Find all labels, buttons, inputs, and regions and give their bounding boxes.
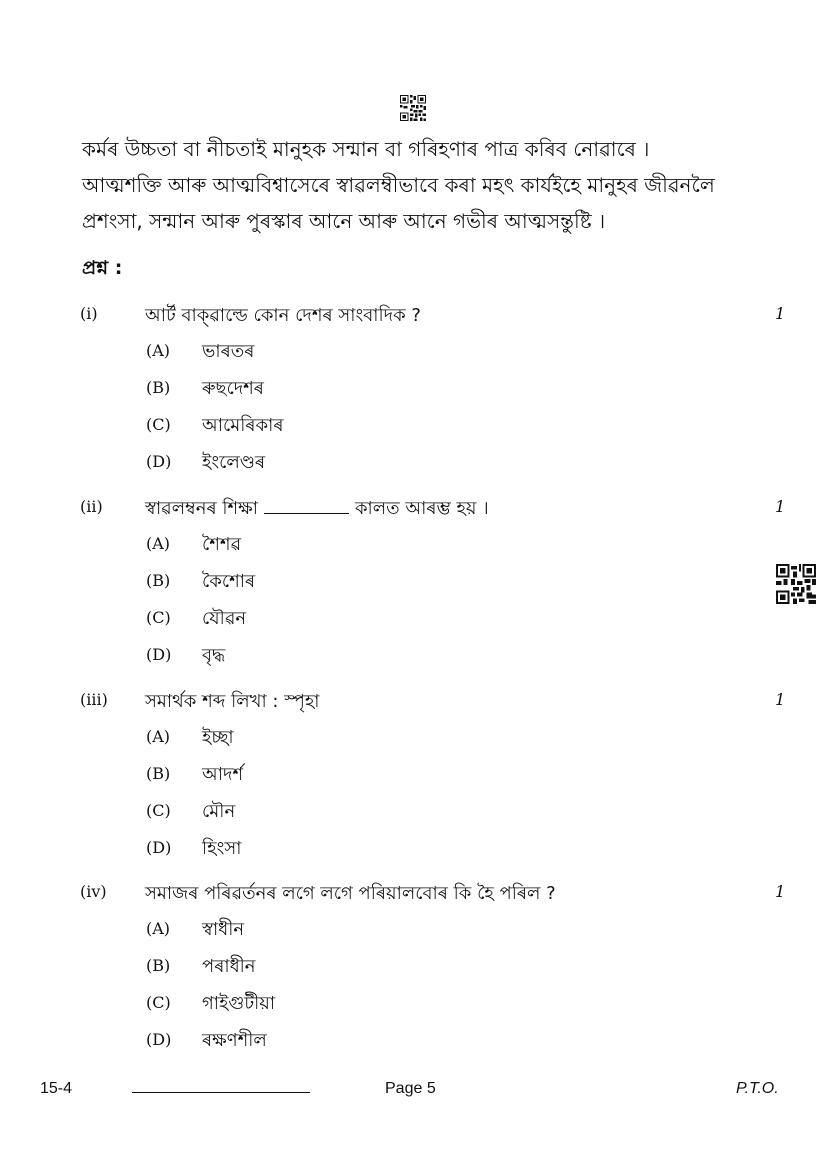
option-label: (A) bbox=[146, 919, 171, 938]
option-label: (D) bbox=[146, 452, 172, 471]
option-label: (B) bbox=[146, 378, 171, 397]
option-text: স্বাধীন bbox=[202, 919, 245, 940]
question-marks: 1 bbox=[775, 882, 786, 901]
question-text: সমাজৰ পৰিৱৰ্তনৰ লগে লগে পৰিয়ালবোৰ কি হৈ পৰিল ? bbox=[145, 883, 556, 904]
option-text: ভাৰতৰ bbox=[202, 341, 255, 362]
option-text: ইংলেণ্ডৰ bbox=[202, 452, 266, 473]
option-label: (D) bbox=[146, 645, 172, 664]
option-label: (B) bbox=[146, 571, 171, 590]
option-text: আমেৰিকাৰ bbox=[202, 415, 284, 436]
passage-line: আত্মশক্তি আৰু আত্মবিশ্বাসেৰে স্বাৱলম্বীভাবে কৰা মহৎ কাৰ্যইহে মানুহৰ জীৱনলৈ bbox=[82, 173, 715, 197]
passage-line: প্ৰশংসা, সন্মান আৰু পুৰস্কাৰ আনে আৰু আনে গভীৰ আত্মসন্তুষ্টি । bbox=[82, 209, 606, 233]
paper-code: 15-4 bbox=[40, 1080, 73, 1097]
question-text: আৰ্ট বাক্‌ৱাল্ডে কোন দেশৰ সাংবাদিক ? bbox=[145, 305, 421, 326]
page-number: Page 5 bbox=[385, 1080, 436, 1097]
please-turn-over: P.T.O. bbox=[736, 1080, 779, 1097]
option-text: শৈশৱ bbox=[202, 534, 242, 555]
option-label: (D) bbox=[146, 1030, 172, 1049]
question-text-after-blank: কালত আৰম্ভ হয় । bbox=[354, 498, 489, 519]
option-text: আদৰ্শ bbox=[202, 764, 244, 785]
option-text: পৰাধীন bbox=[202, 956, 256, 977]
passage bbox=[82, 131, 762, 239]
question-number: (iii) bbox=[80, 690, 108, 709]
option-label: (A) bbox=[146, 534, 171, 553]
option-text: যৌৱন bbox=[202, 608, 247, 629]
questions-heading: প্ৰশ্ন : bbox=[82, 257, 123, 279]
option-label: (B) bbox=[146, 764, 171, 783]
question-text: সমাৰ্থক শব্দ লিখা : স্পৃহা bbox=[145, 691, 320, 712]
option-text: হিংসা bbox=[202, 838, 242, 859]
question-marks: 1 bbox=[775, 497, 786, 516]
option-label: (C) bbox=[146, 415, 171, 434]
option-text: বৃদ্ধ bbox=[202, 645, 226, 666]
option-text: ৰুছদেশৰ bbox=[202, 378, 264, 399]
option-label: (C) bbox=[146, 608, 171, 627]
question-text bbox=[145, 494, 489, 525]
option-text: কৈশোৰ bbox=[202, 571, 256, 592]
question-marks: 1 bbox=[775, 304, 786, 323]
page-footer bbox=[0, 1080, 827, 1104]
option-text: মৌন bbox=[202, 801, 236, 822]
question-number: (i) bbox=[80, 304, 98, 323]
option-label: (A) bbox=[146, 727, 171, 746]
option-text: গাইগুটীয়া bbox=[202, 993, 276, 1014]
qr-code-icon bbox=[400, 95, 426, 121]
option-label: (C) bbox=[146, 801, 171, 820]
question-text-before-blank: স্বাৱলম্বনৰ শিক্ষা bbox=[145, 498, 258, 519]
question-marks: 1 bbox=[775, 690, 786, 709]
question-number: (iv) bbox=[80, 882, 107, 901]
option-label: (B) bbox=[146, 956, 171, 975]
question-number: (ii) bbox=[80, 497, 103, 516]
option-label: (D) bbox=[146, 838, 172, 857]
passage-line: কৰ্মৰ উচ্চতা বা নীচতাই মানুহক সন্মান বা গৰিহণাৰ পাত্ৰ কৰিব নোৱাৰে । bbox=[82, 137, 650, 161]
option-text: ইচ্ছা bbox=[202, 727, 234, 748]
option-text: ৰক্ষণশীল bbox=[202, 1030, 267, 1051]
fill-in-blank bbox=[264, 513, 349, 514]
option-label: (A) bbox=[146, 341, 171, 360]
footer-divider bbox=[132, 1092, 310, 1093]
qr-code-icon bbox=[776, 564, 816, 604]
option-label: (C) bbox=[146, 993, 171, 1012]
